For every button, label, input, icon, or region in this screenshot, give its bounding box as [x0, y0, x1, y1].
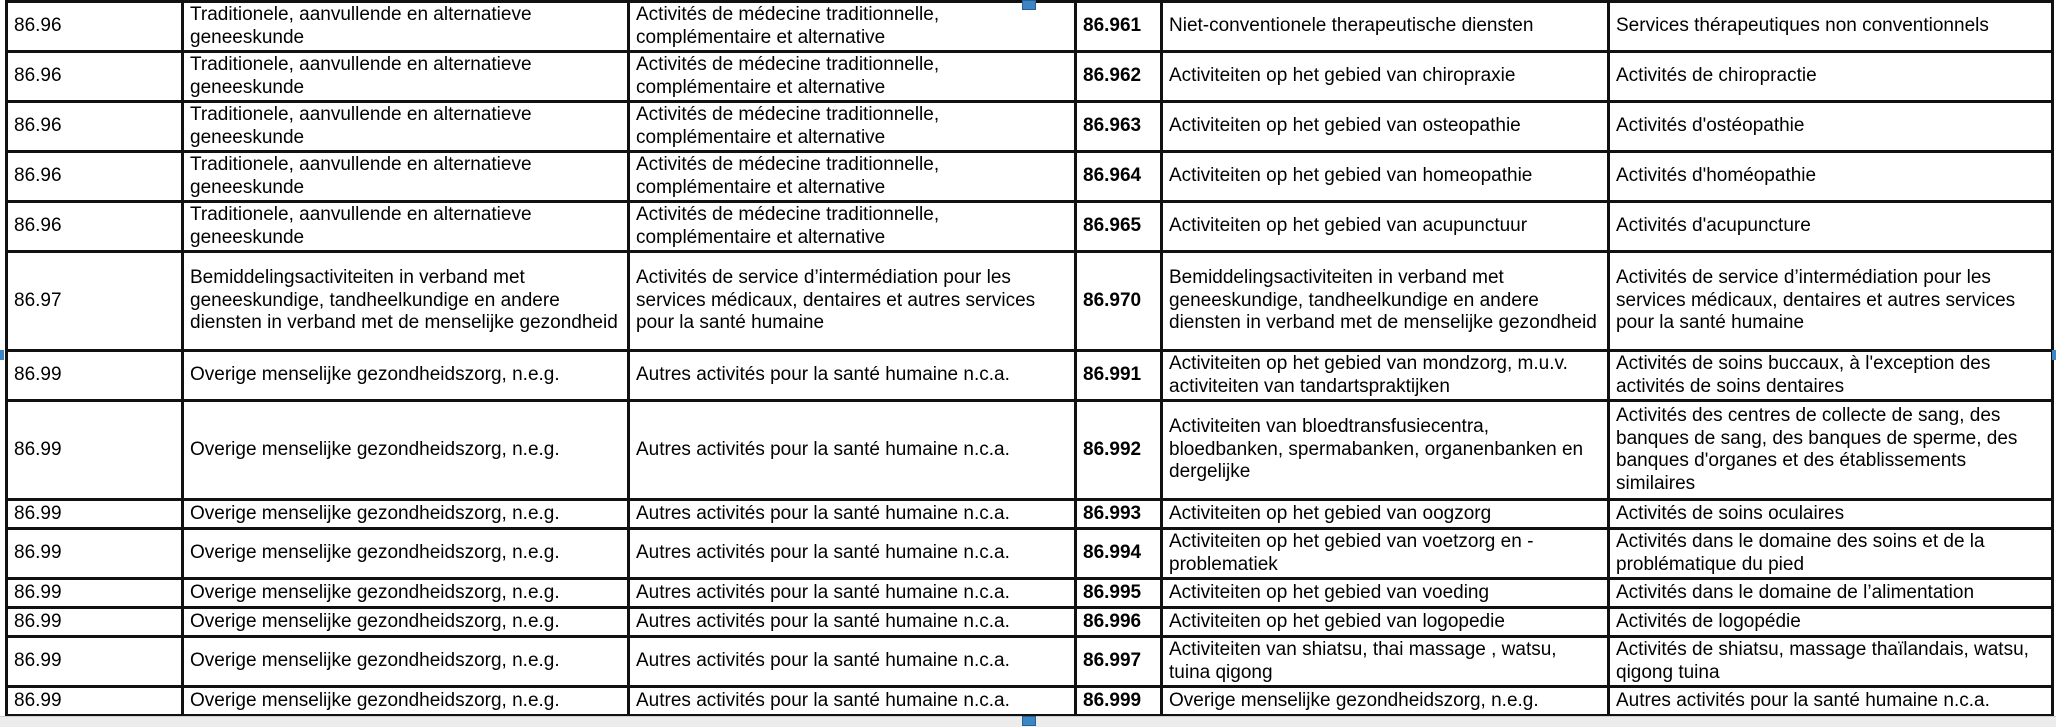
subcode-cell[interactable]: 86.970	[1076, 252, 1162, 351]
resize-handle-bottom[interactable]	[1022, 716, 1036, 726]
subcode-cell[interactable]: 86.997	[1076, 637, 1162, 687]
table-row	[7, 102, 2053, 152]
subcode-label-fr-cell[interactable]: Activités dans le domaine des soins et de la problématique du pied	[1609, 529, 2053, 579]
nace-code-cell[interactable]: 86.99	[7, 608, 183, 637]
nace-label-fr-cell[interactable]: Activités de médecine traditionnelle, complémentaire et alternative	[629, 102, 1076, 152]
nace-label-nl-cell[interactable]: Overige menselijke gezondheidszorg, n.e.g.	[183, 401, 629, 500]
subcode-cell[interactable]: 86.965	[1076, 202, 1162, 252]
table-row	[7, 529, 2053, 579]
subcode-label-fr-cell[interactable]: Activités de service d’intermédiation pour les services médicaux, dentaires et autres services pour la santé humaine	[1609, 252, 2053, 351]
subcode-label-nl-cell[interactable]: Activiteiten op het gebied van homeopathie	[1162, 152, 1609, 202]
subcode-cell[interactable]: 86.963	[1076, 102, 1162, 152]
table-row	[7, 202, 2053, 252]
nace-code-table	[5, 0, 2054, 717]
subcode-label-nl-cell[interactable]: Overige menselijke gezondheidszorg, n.e.g.	[1162, 687, 1609, 716]
subcode-cell[interactable]: 86.993	[1076, 500, 1162, 529]
nace-label-fr-cell[interactable]: Autres activités pour la santé humaine n.c.a.	[629, 637, 1076, 687]
table-row	[7, 608, 2053, 637]
table-row	[7, 687, 2053, 716]
nace-code-cell[interactable]: 86.99	[7, 637, 183, 687]
subcode-label-nl-cell[interactable]: Activiteiten op het gebied van acupunctuur	[1162, 202, 1609, 252]
table-row	[7, 579, 2053, 608]
subcode-label-nl-cell[interactable]: Activiteiten op het gebied van osteopathie	[1162, 102, 1609, 152]
nace-code-cell[interactable]: 86.99	[7, 687, 183, 716]
nace-code-cell[interactable]: 86.99	[7, 529, 183, 579]
nace-label-nl-cell[interactable]: Traditionele, aanvullende en alternatieve geneeskunde	[183, 202, 629, 252]
nace-label-nl-cell[interactable]: Traditionele, aanvullende en alternatieve geneeskunde	[183, 102, 629, 152]
nace-label-nl-cell[interactable]: Overige menselijke gezondheidszorg, n.e.g.	[183, 608, 629, 637]
nace-code-cell[interactable]: 86.99	[7, 500, 183, 529]
table-row	[7, 401, 2053, 500]
subcode-label-nl-cell[interactable]: Niet-conventionele therapeutische diensten	[1162, 2, 1609, 52]
subcode-label-fr-cell[interactable]: Services thérapeutiques non conventionnels	[1609, 2, 2053, 52]
nace-label-nl-cell[interactable]: Overige menselijke gezondheidszorg, n.e.g.	[183, 687, 629, 716]
nace-code-cell[interactable]: 86.96	[7, 152, 183, 202]
subcode-label-nl-cell[interactable]: Activiteiten op het gebied van logopedie	[1162, 608, 1609, 637]
nace-label-fr-cell[interactable]: Activités de médecine traditionnelle, complémentaire et alternative	[629, 202, 1076, 252]
subcode-label-nl-cell[interactable]: Activiteiten op het gebied van mondzorg, m.u.v. activiteiten van tandartspraktijken	[1162, 351, 1609, 401]
table-row	[7, 52, 2053, 102]
subcode-label-fr-cell[interactable]: Activités de soins buccaux, à l'exception des activités de soins dentaires	[1609, 351, 2053, 401]
subcode-cell[interactable]: 86.961	[1076, 2, 1162, 52]
subcode-cell[interactable]: 86.995	[1076, 579, 1162, 608]
subcode-label-nl-cell[interactable]: Activiteiten op het gebied van voetzorg en -problematiek	[1162, 529, 1609, 579]
subcode-cell[interactable]: 86.962	[1076, 52, 1162, 102]
subcode-label-nl-cell[interactable]: Activiteiten op het gebied van oogzorg	[1162, 500, 1609, 529]
nace-label-fr-cell[interactable]: Autres activités pour la santé humaine n.c.a.	[629, 687, 1076, 716]
subcode-label-fr-cell[interactable]: Activités dans le domaine de l’alimentation	[1609, 579, 2053, 608]
nace-label-fr-cell[interactable]: Activités de médecine traditionnelle, complémentaire et alternative	[629, 2, 1076, 52]
subcode-label-fr-cell[interactable]: Activités de chiropractie	[1609, 52, 2053, 102]
subcode-label-fr-cell[interactable]: Activités de soins oculaires	[1609, 500, 2053, 529]
nace-label-fr-cell[interactable]: Autres activités pour la santé humaine n.c.a.	[629, 500, 1076, 529]
nace-label-nl-cell[interactable]: Overige menselijke gezondheidszorg, n.e.g.	[183, 637, 629, 687]
subcode-label-nl-cell[interactable]: Activiteiten op het gebied van voeding	[1162, 579, 1609, 608]
nace-label-nl-cell[interactable]: Bemiddelingsactiviteiten in verband met geneeskundige, tandheelkundige en andere diensten in verband met de menselijke gezondheid	[183, 252, 629, 351]
nace-code-cell[interactable]: 86.96	[7, 102, 183, 152]
subcode-cell[interactable]: 86.994	[1076, 529, 1162, 579]
resize-handle-left[interactable]	[0, 350, 4, 360]
subcode-cell[interactable]: 86.991	[1076, 351, 1162, 401]
subcode-label-nl-cell[interactable]: Activiteiten op het gebied van chiropraxie	[1162, 52, 1609, 102]
table-row	[7, 637, 2053, 687]
nace-label-fr-cell[interactable]: Autres activités pour la santé humaine n.c.a.	[629, 608, 1076, 637]
resize-handle-right[interactable]	[2052, 350, 2056, 360]
subcode-label-fr-cell[interactable]: Activités d'acupuncture	[1609, 202, 2053, 252]
nace-code-cell[interactable]: 86.96	[7, 202, 183, 252]
nace-label-nl-cell[interactable]: Overige menselijke gezondheidszorg, n.e.g.	[183, 529, 629, 579]
subcode-label-fr-cell[interactable]: Activités d'ostéopathie	[1609, 102, 2053, 152]
subcode-cell[interactable]: 86.964	[1076, 152, 1162, 202]
nace-label-fr-cell[interactable]: Activités de médecine traditionnelle, complémentaire et alternative	[629, 152, 1076, 202]
nace-label-nl-cell[interactable]: Traditionele, aanvullende en alternatieve geneeskunde	[183, 52, 629, 102]
nace-code-cell[interactable]: 86.99	[7, 351, 183, 401]
nace-label-fr-cell[interactable]: Activités de médecine traditionnelle, complémentaire et alternative	[629, 52, 1076, 102]
table-row	[7, 152, 2053, 202]
nace-label-fr-cell[interactable]: Autres activités pour la santé humaine n.c.a.	[629, 529, 1076, 579]
table-row	[7, 351, 2053, 401]
nace-label-nl-cell[interactable]: Overige menselijke gezondheidszorg, n.e.g.	[183, 579, 629, 608]
nace-code-cell[interactable]: 86.97	[7, 252, 183, 351]
nace-label-fr-cell[interactable]: Autres activités pour la santé humaine n.c.a.	[629, 351, 1076, 401]
nace-code-cell[interactable]: 86.96	[7, 2, 183, 52]
subcode-label-fr-cell[interactable]: Activités des centres de collecte de sang, des banques de sang, des banques de sperme, des banques d'organes et des établissements similaires	[1609, 401, 2053, 500]
subcode-label-fr-cell[interactable]: Activités de logopédie	[1609, 608, 2053, 637]
nace-label-fr-cell[interactable]: Autres activités pour la santé humaine n.c.a.	[629, 401, 1076, 500]
nace-code-cell[interactable]: 86.99	[7, 401, 183, 500]
subcode-cell[interactable]: 86.996	[1076, 608, 1162, 637]
nace-label-nl-cell[interactable]: Traditionele, aanvullende en alternatieve geneeskunde	[183, 2, 629, 52]
nace-label-fr-cell[interactable]: Autres activités pour la santé humaine n.c.a.	[629, 579, 1076, 608]
subcode-cell[interactable]: 86.999	[1076, 687, 1162, 716]
nace-code-cell[interactable]: 86.99	[7, 579, 183, 608]
table-row	[7, 252, 2053, 351]
table-row	[7, 500, 2053, 529]
subcode-label-fr-cell[interactable]: Activités d'homéopathie	[1609, 152, 2053, 202]
nace-label-nl-cell[interactable]: Overige menselijke gezondheidszorg, n.e.g.	[183, 351, 629, 401]
subcode-label-nl-cell[interactable]: Bemiddelingsactiviteiten in verband met geneeskundige, tandheelkundige en andere diensten in verband met de menselijke gezondheid	[1162, 252, 1609, 351]
nace-label-fr-cell[interactable]: Activités de service d’intermédiation pour les services médicaux, dentaires et autres services pour la santé humaine	[629, 252, 1076, 351]
nace-code-cell[interactable]: 86.96	[7, 52, 183, 102]
subcode-label-fr-cell[interactable]: Autres activités pour la santé humaine n.c.a.	[1609, 687, 2053, 716]
subcode-label-fr-cell[interactable]: Activités de shiatsu, massage thaïlandais, watsu, qigong tuina	[1609, 637, 2053, 687]
nace-label-nl-cell[interactable]: Overige menselijke gezondheidszorg, n.e.g.	[183, 500, 629, 529]
subcode-label-nl-cell[interactable]: Activiteiten van bloedtransfusiecentra, bloedbanken, spermabanken, organenbanken en dergelijke	[1162, 401, 1609, 500]
subcode-label-nl-cell[interactable]: Activiteiten van shiatsu, thai massage , watsu, tuina qigong	[1162, 637, 1609, 687]
subcode-cell[interactable]: 86.992	[1076, 401, 1162, 500]
resize-handle-top[interactable]	[1022, 0, 1036, 10]
nace-label-nl-cell[interactable]: Traditionele, aanvullende en alternatieve geneeskunde	[183, 152, 629, 202]
